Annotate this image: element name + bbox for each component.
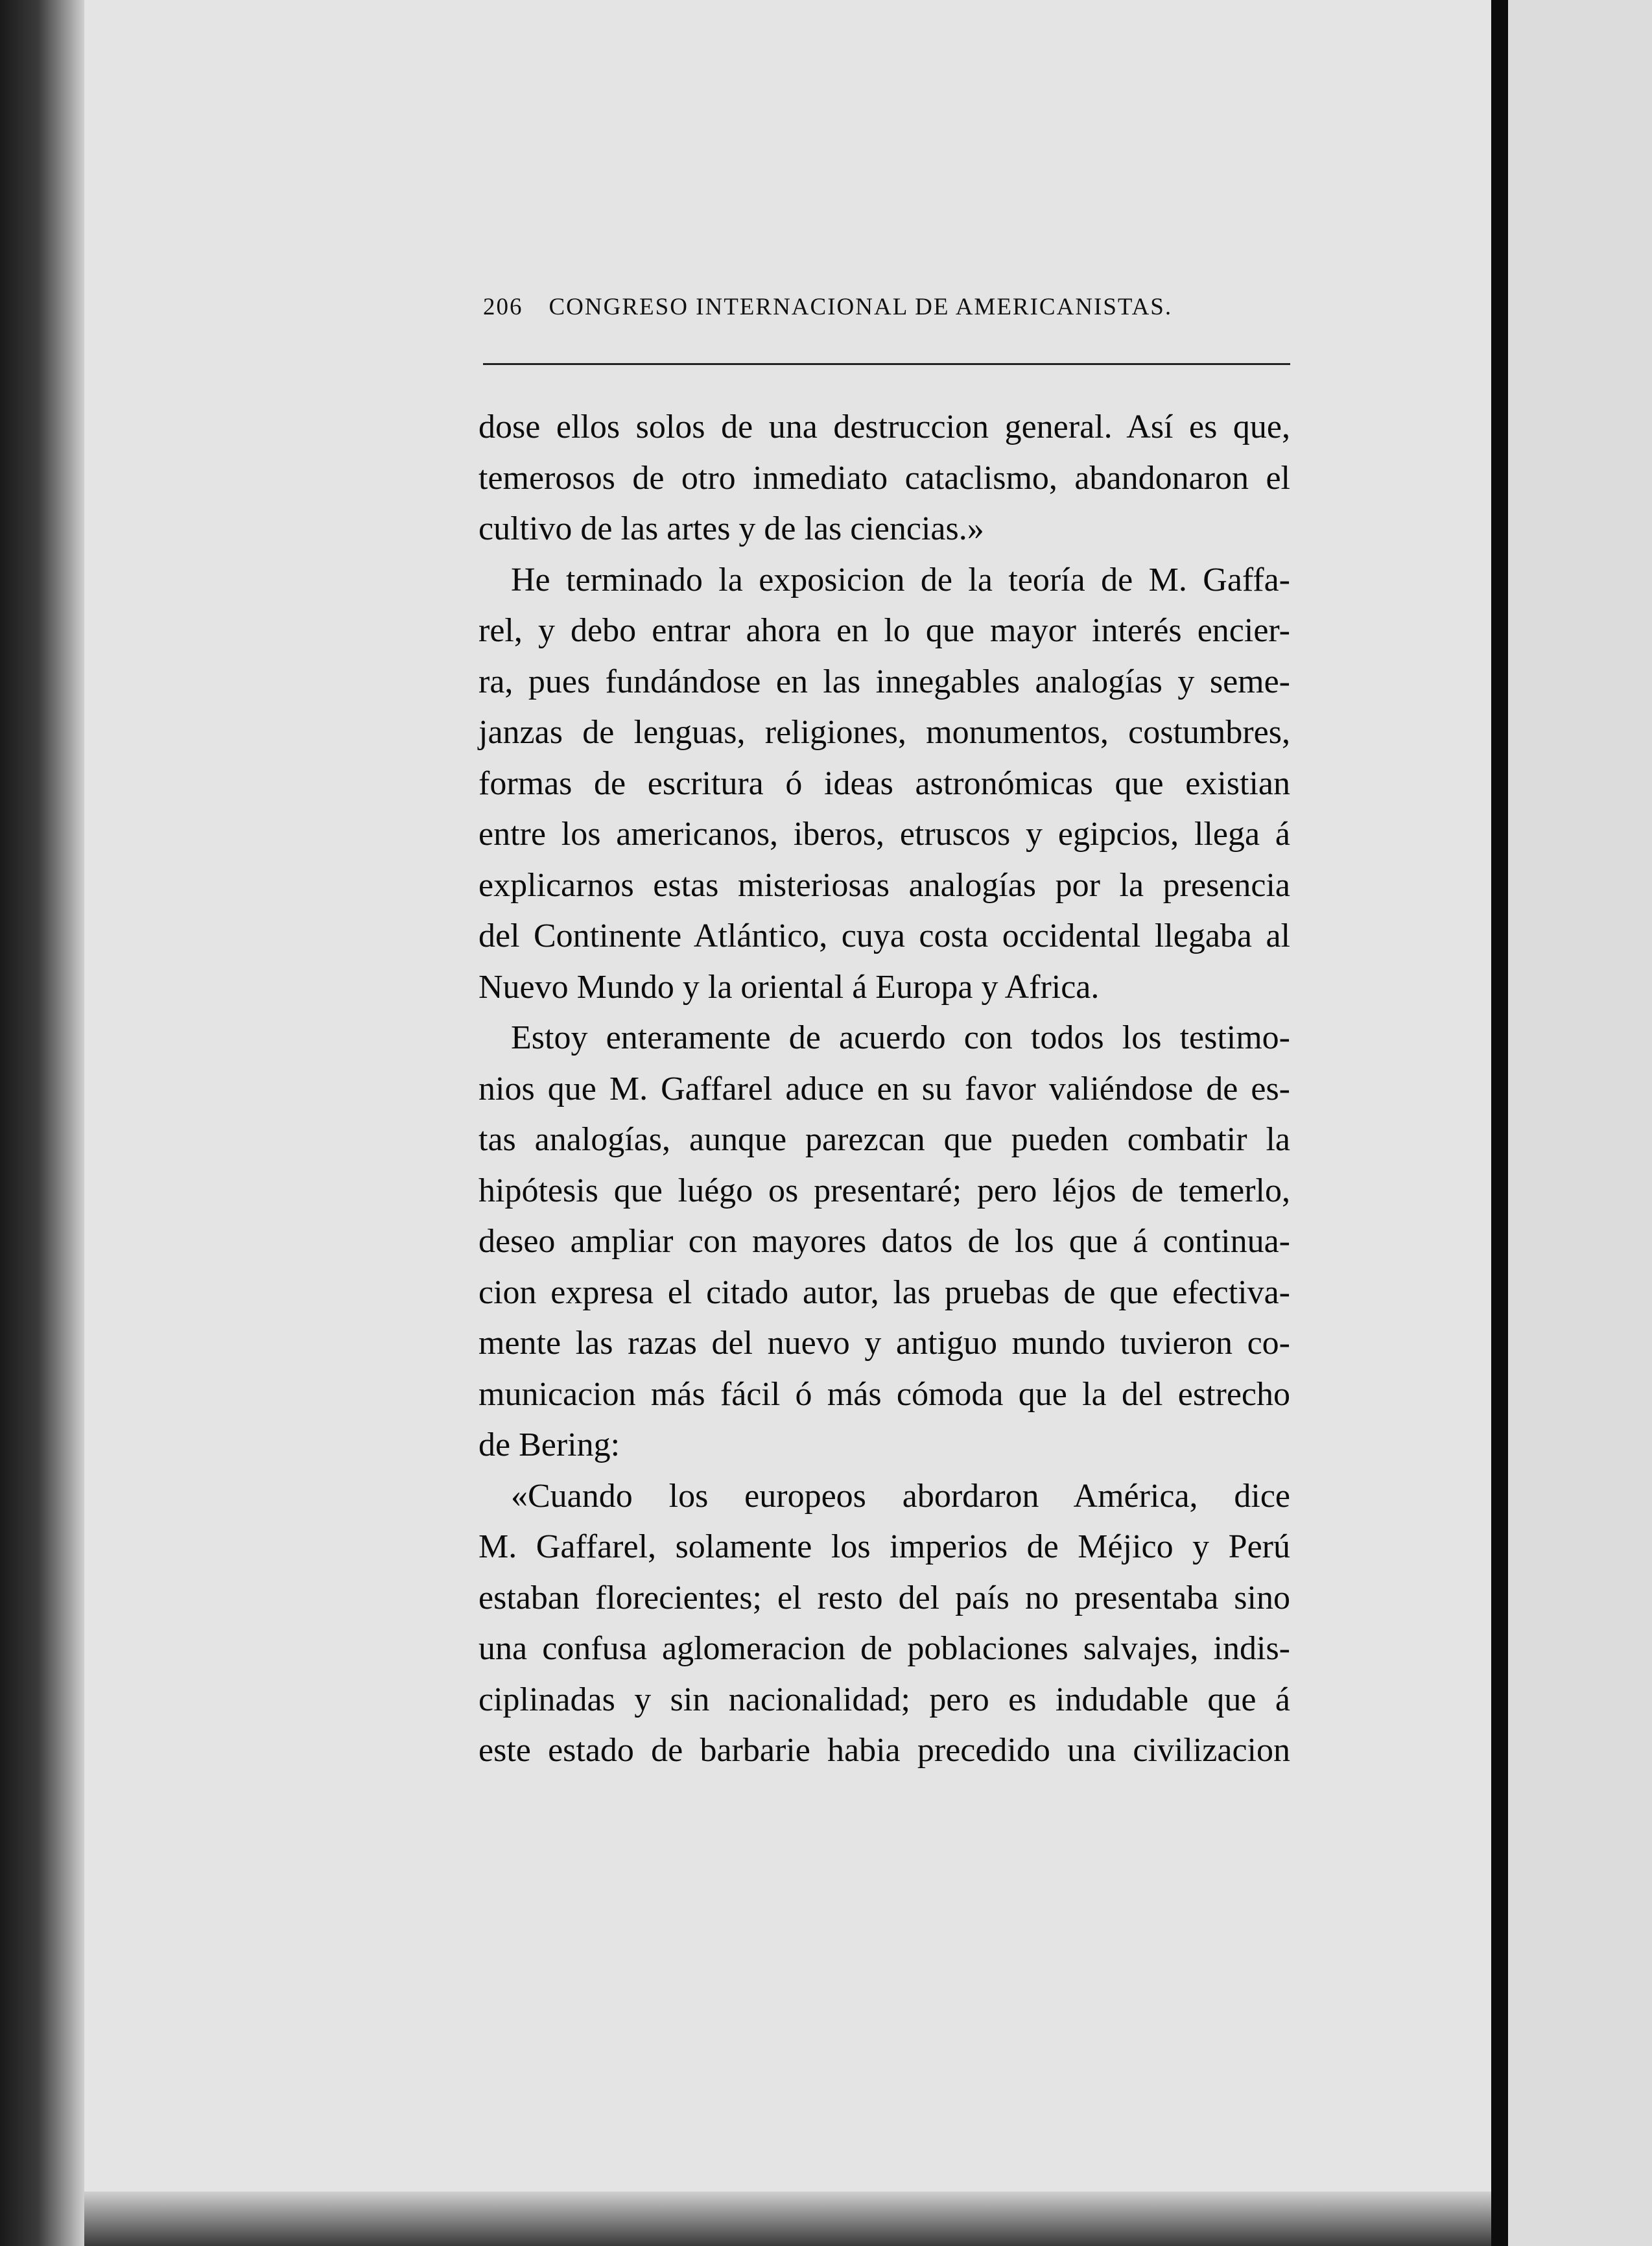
text-line: de Bering: — [478, 1426, 620, 1463]
text-line: dose ellos solos de una destruccion general. Así es que, — [478, 408, 1290, 445]
body-text — [478, 402, 1290, 1777]
text-line: janzas de lenguas, religiones, monumentos, costumbres, — [478, 714, 1290, 751]
text-line: M. Gaffarel, solamente los imperios de Méjico y Perú — [478, 1528, 1290, 1565]
text-line: formas de escritura ó ideas astronómicas que existian — [478, 764, 1290, 802]
text-line: Estoy enteramente de acuerdo con todos los testimo- — [511, 1019, 1290, 1056]
text-line: entre los americanos, iberos, etruscos y egipcios, llega á — [478, 816, 1290, 853]
text-line: rel, y debo entrar ahora en lo que mayor interés encier- — [478, 612, 1290, 649]
text-line: del Continente Atlántico, cuya costa occidental llegaba al — [478, 917, 1290, 954]
text-line: temerosos de otro inmediato cataclismo, abandonaron el — [478, 459, 1290, 497]
text-line: tas analogías, aunque parezcan que pueden combatir la — [478, 1121, 1290, 1158]
page-bottom-shadow — [84, 2192, 1491, 2246]
text-line: explicarnos estas misteriosas analogías por la presencia — [478, 866, 1290, 904]
text-line: mente las razas del nuevo y antiguo mundo tuvieron co- — [478, 1325, 1290, 1362]
scan-left-edge — [0, 0, 84, 2246]
text-line: He terminado la exposicion de la teoría de M. Gaffa- — [511, 561, 1290, 598]
text-line: «Cuando los europeos abordaron América, dice — [511, 1477, 1290, 1515]
page-number: 206 — [483, 294, 523, 320]
text-line: municacion más fácil ó más cómoda que la del estrecho — [478, 1375, 1290, 1413]
text-line: este estado de barbarie habia precedido una civilizacion — [478, 1732, 1290, 1769]
running-head — [483, 293, 1290, 332]
text-line: cultivo de las artes y de las ciencias.» — [478, 510, 984, 547]
text-line: estaban florecientes; el resto del país no presentaba sino — [478, 1579, 1290, 1616]
text-line: nios que M. Gaffarel aduce en su favor valiéndose de es- — [478, 1070, 1290, 1107]
book-gutter — [1491, 0, 1508, 2246]
adjacent-page-edge — [1508, 0, 1652, 2246]
text-line: cion expresa el citado autor, las pruebas de que efectiva- — [478, 1273, 1290, 1311]
header-rule — [483, 363, 1290, 365]
text-line: ra, pues fundándose en las innegables analogías y seme- — [478, 663, 1290, 700]
text-line: deseo ampliar con mayores datos de los que á continua- — [478, 1223, 1290, 1260]
text-line: hipótesis que luégo os presentaré; pero léjos de temerlo, — [478, 1172, 1290, 1209]
running-title: CONGRESO INTERNACIONAL DE AMERICANISTAS. — [549, 294, 1173, 320]
text-line: Nuevo Mundo y la oriental á Europa y Africa. — [478, 968, 1100, 1006]
text-line: ciplinadas y sin nacionalidad; pero es indudable que á — [478, 1681, 1290, 1718]
text-line: una confusa aglomeracion de poblaciones salvajes, indis- — [478, 1630, 1290, 1667]
